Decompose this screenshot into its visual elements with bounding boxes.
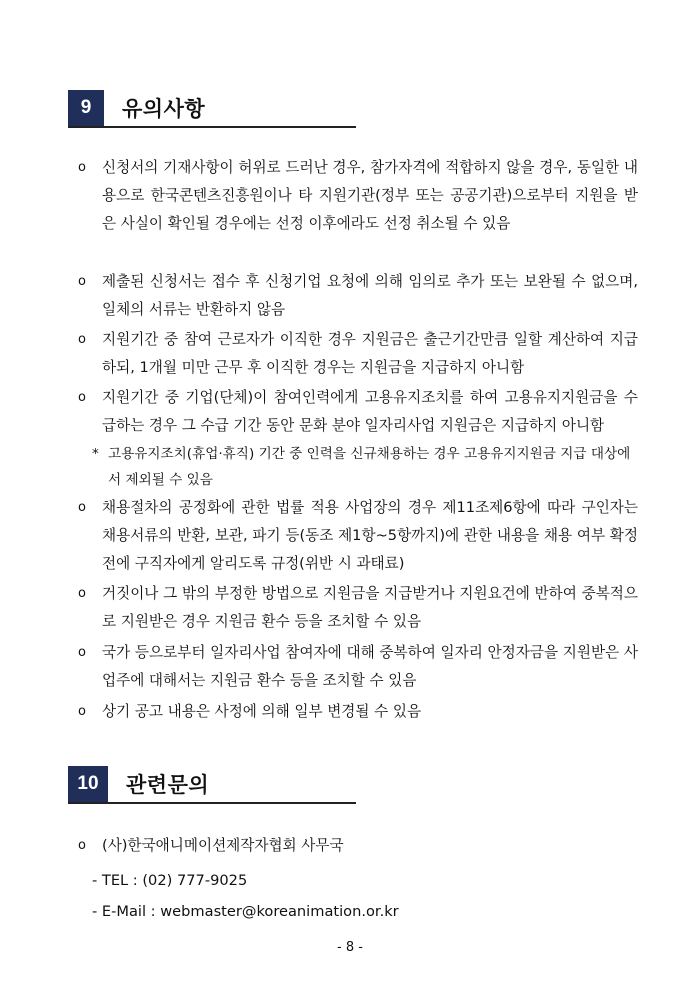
bullet-icon: o xyxy=(78,586,86,601)
notice-item xyxy=(78,268,638,324)
section-number-box: 10 xyxy=(68,766,108,802)
section-title: 관련문의 xyxy=(126,773,210,797)
notice-item xyxy=(78,639,638,695)
bullet-icon: o xyxy=(78,838,86,853)
bullet-icon: o xyxy=(78,160,86,175)
footnote-text: 고용유지조치(휴업·휴직) 기간 중 인력을 신규채용하는 경우 고용유지지원금 지급 대상에서 제외될 수 있음 xyxy=(108,446,631,488)
footnote-mark: * xyxy=(92,446,99,462)
contact-tel: - TEL : (02) 777-9025 xyxy=(92,872,248,889)
section-underline xyxy=(68,126,356,128)
notice-text: 지원기간 중 기업(단체)이 참여인력에게 고용유지조치를 하여 고용유지지원금을 수급하는 경우 그 수급 기간 동안 문화 분야 일자리사업 지원금은 지급하지 아니함 xyxy=(102,389,638,434)
notice-text: 지원기간 중 참여 근로자가 이직한 경우 지원금은 출근기간만큼 일할 계산하여 지급하되, 1개월 미만 근무 후 이직한 경우는 지원금을 지급하지 아니함 xyxy=(102,331,638,376)
section-10-heading xyxy=(68,766,209,802)
notice-item xyxy=(78,494,638,578)
notice-text: 제출된 신청서는 접수 후 신청기업 요청에 의해 임의로 추가 또는 보완될 수 없으며, 일체의 서류는 반환하지 않음 xyxy=(102,273,638,318)
bullet-icon: o xyxy=(78,390,86,405)
notice-text: 신청서의 기재사항이 허위로 드러난 경우, 참가자격에 적합하지 않을 경우, 동일한 내용으로 한국콘텐츠진흥원이나 타 지원기관(정부 또는 공공기관)으로부터 지원을 받은 사실이 확인될 경우에는 선정 이후에라도 선정 취소될 수 있음 xyxy=(102,159,638,232)
page-number: - 8 - xyxy=(337,940,363,955)
notice-text: 거짓이나 그 밖의 부정한 방법으로 지원금을 지급받거나 지원요건에 반하여 중복적으로 지원받은 경우 지원금 환수 등을 조치할 수 있음 xyxy=(102,585,638,630)
notice-text: 상기 공고 내용은 사정에 의해 일부 변경될 수 있음 xyxy=(102,703,422,720)
notice-item xyxy=(78,384,638,440)
bullet-icon: o xyxy=(78,645,86,660)
notice-text: 국가 등으로부터 일자리사업 참여자에 대해 중복하여 일자리 안정자금을 지원받은 사업주에 대해서는 지원금 환수 등을 조치할 수 있음 xyxy=(102,644,638,689)
section-9-heading xyxy=(68,90,205,126)
notice-text: 채용절차의 공정화에 관한 법률 적용 사업장의 경우 제11조제6항에 따라 구인자는 채용서류의 반환, 보관, 파기 등(동조 제1항~5항까지)에 관한 내용을 채용 여부 확정 전에 구직자에게 알리도록 규정(위반 시 과태료) xyxy=(102,499,638,572)
notice-item xyxy=(78,698,638,726)
notice-item xyxy=(78,154,638,238)
bullet-icon: o xyxy=(78,332,86,347)
section-underline xyxy=(68,802,356,804)
notice-item xyxy=(78,326,638,382)
footnote xyxy=(92,441,638,493)
contact-org xyxy=(78,832,638,860)
bullet-icon: o xyxy=(78,500,86,515)
contact-email[interactable]: - E-Mail : webmaster@koreanimation.or.kr xyxy=(92,903,399,920)
notice-item xyxy=(78,580,638,636)
org-name: (사)한국애니메이션제작자협회 사무국 xyxy=(102,837,344,854)
bullet-icon: o xyxy=(78,274,86,289)
bullet-icon: o xyxy=(78,704,86,719)
section-number-box: 9 xyxy=(68,90,104,126)
section-title: 유의사항 xyxy=(122,97,206,121)
